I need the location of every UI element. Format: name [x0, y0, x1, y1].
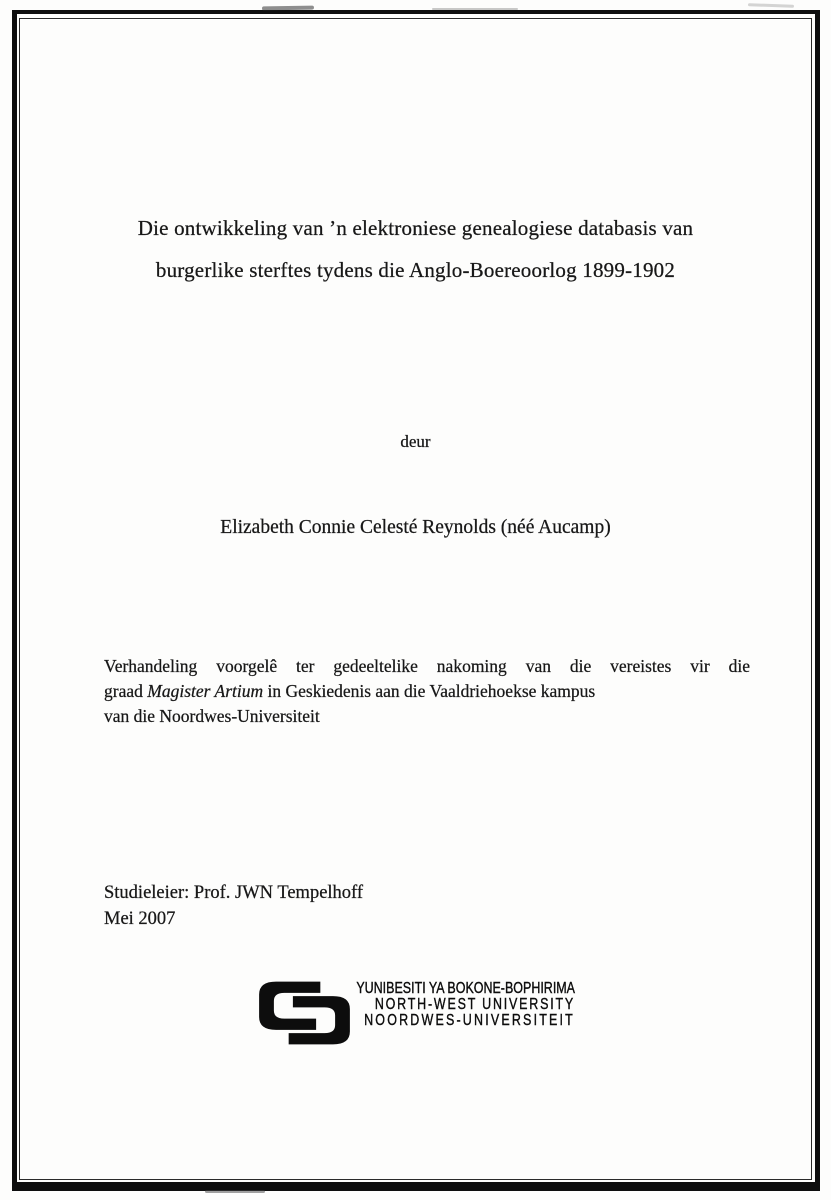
- university-logo-text: [341, 981, 575, 1028]
- statement-line3: van die Noordwes-Universiteit: [104, 706, 320, 727]
- scan-artifact: [432, 8, 518, 10]
- thesis-title-line2: burgerlike sterftes tydens die Anglo-Boereoorlog 1899-1902: [155, 258, 676, 282]
- logo-text-english: NORTH-WEST UNIVERSITY: [374, 995, 575, 1013]
- scan-artifact: [205, 1190, 265, 1193]
- scan-artifact: [748, 3, 794, 8]
- nwu-logo-mark-icon: [257, 980, 352, 1046]
- logo-text-setswana: YUNIBESITI YA BOKONE-BOPHIRIMA: [356, 980, 575, 997]
- thesis-title: [60, 207, 771, 291]
- statement-line2-after: in Geskiedenis aan die Vaaldriehoekse kampus: [263, 681, 596, 702]
- byline-label: deur: [400, 432, 431, 451]
- statement-line2: [104, 679, 750, 704]
- scan-artifact: [262, 6, 314, 11]
- statement-line2-before: graad: [104, 681, 148, 702]
- submission-statement: [104, 654, 750, 730]
- logo-text-afrikaans: NOORDWES-UNIVERSITEIT: [364, 1011, 575, 1029]
- statement-line1: Verhandeling voorgelê ter gedeeltelike nakoming van die vereistes vir die: [104, 656, 750, 676]
- date-line: Mei 2007: [104, 908, 176, 929]
- statement-degree-name: Magister Artium: [147, 681, 264, 702]
- thesis-title-line1: Die ontwikkeling van ’n elektroniese genealogiese databasis van: [137, 216, 694, 240]
- author-name: Elizabeth Connie Celesté Reynolds (néé Aucamp): [220, 517, 611, 538]
- supervisor-block: [104, 881, 363, 932]
- supervisor-line: Studieleier: Prof. JWN Tempelhoff: [104, 883, 364, 903]
